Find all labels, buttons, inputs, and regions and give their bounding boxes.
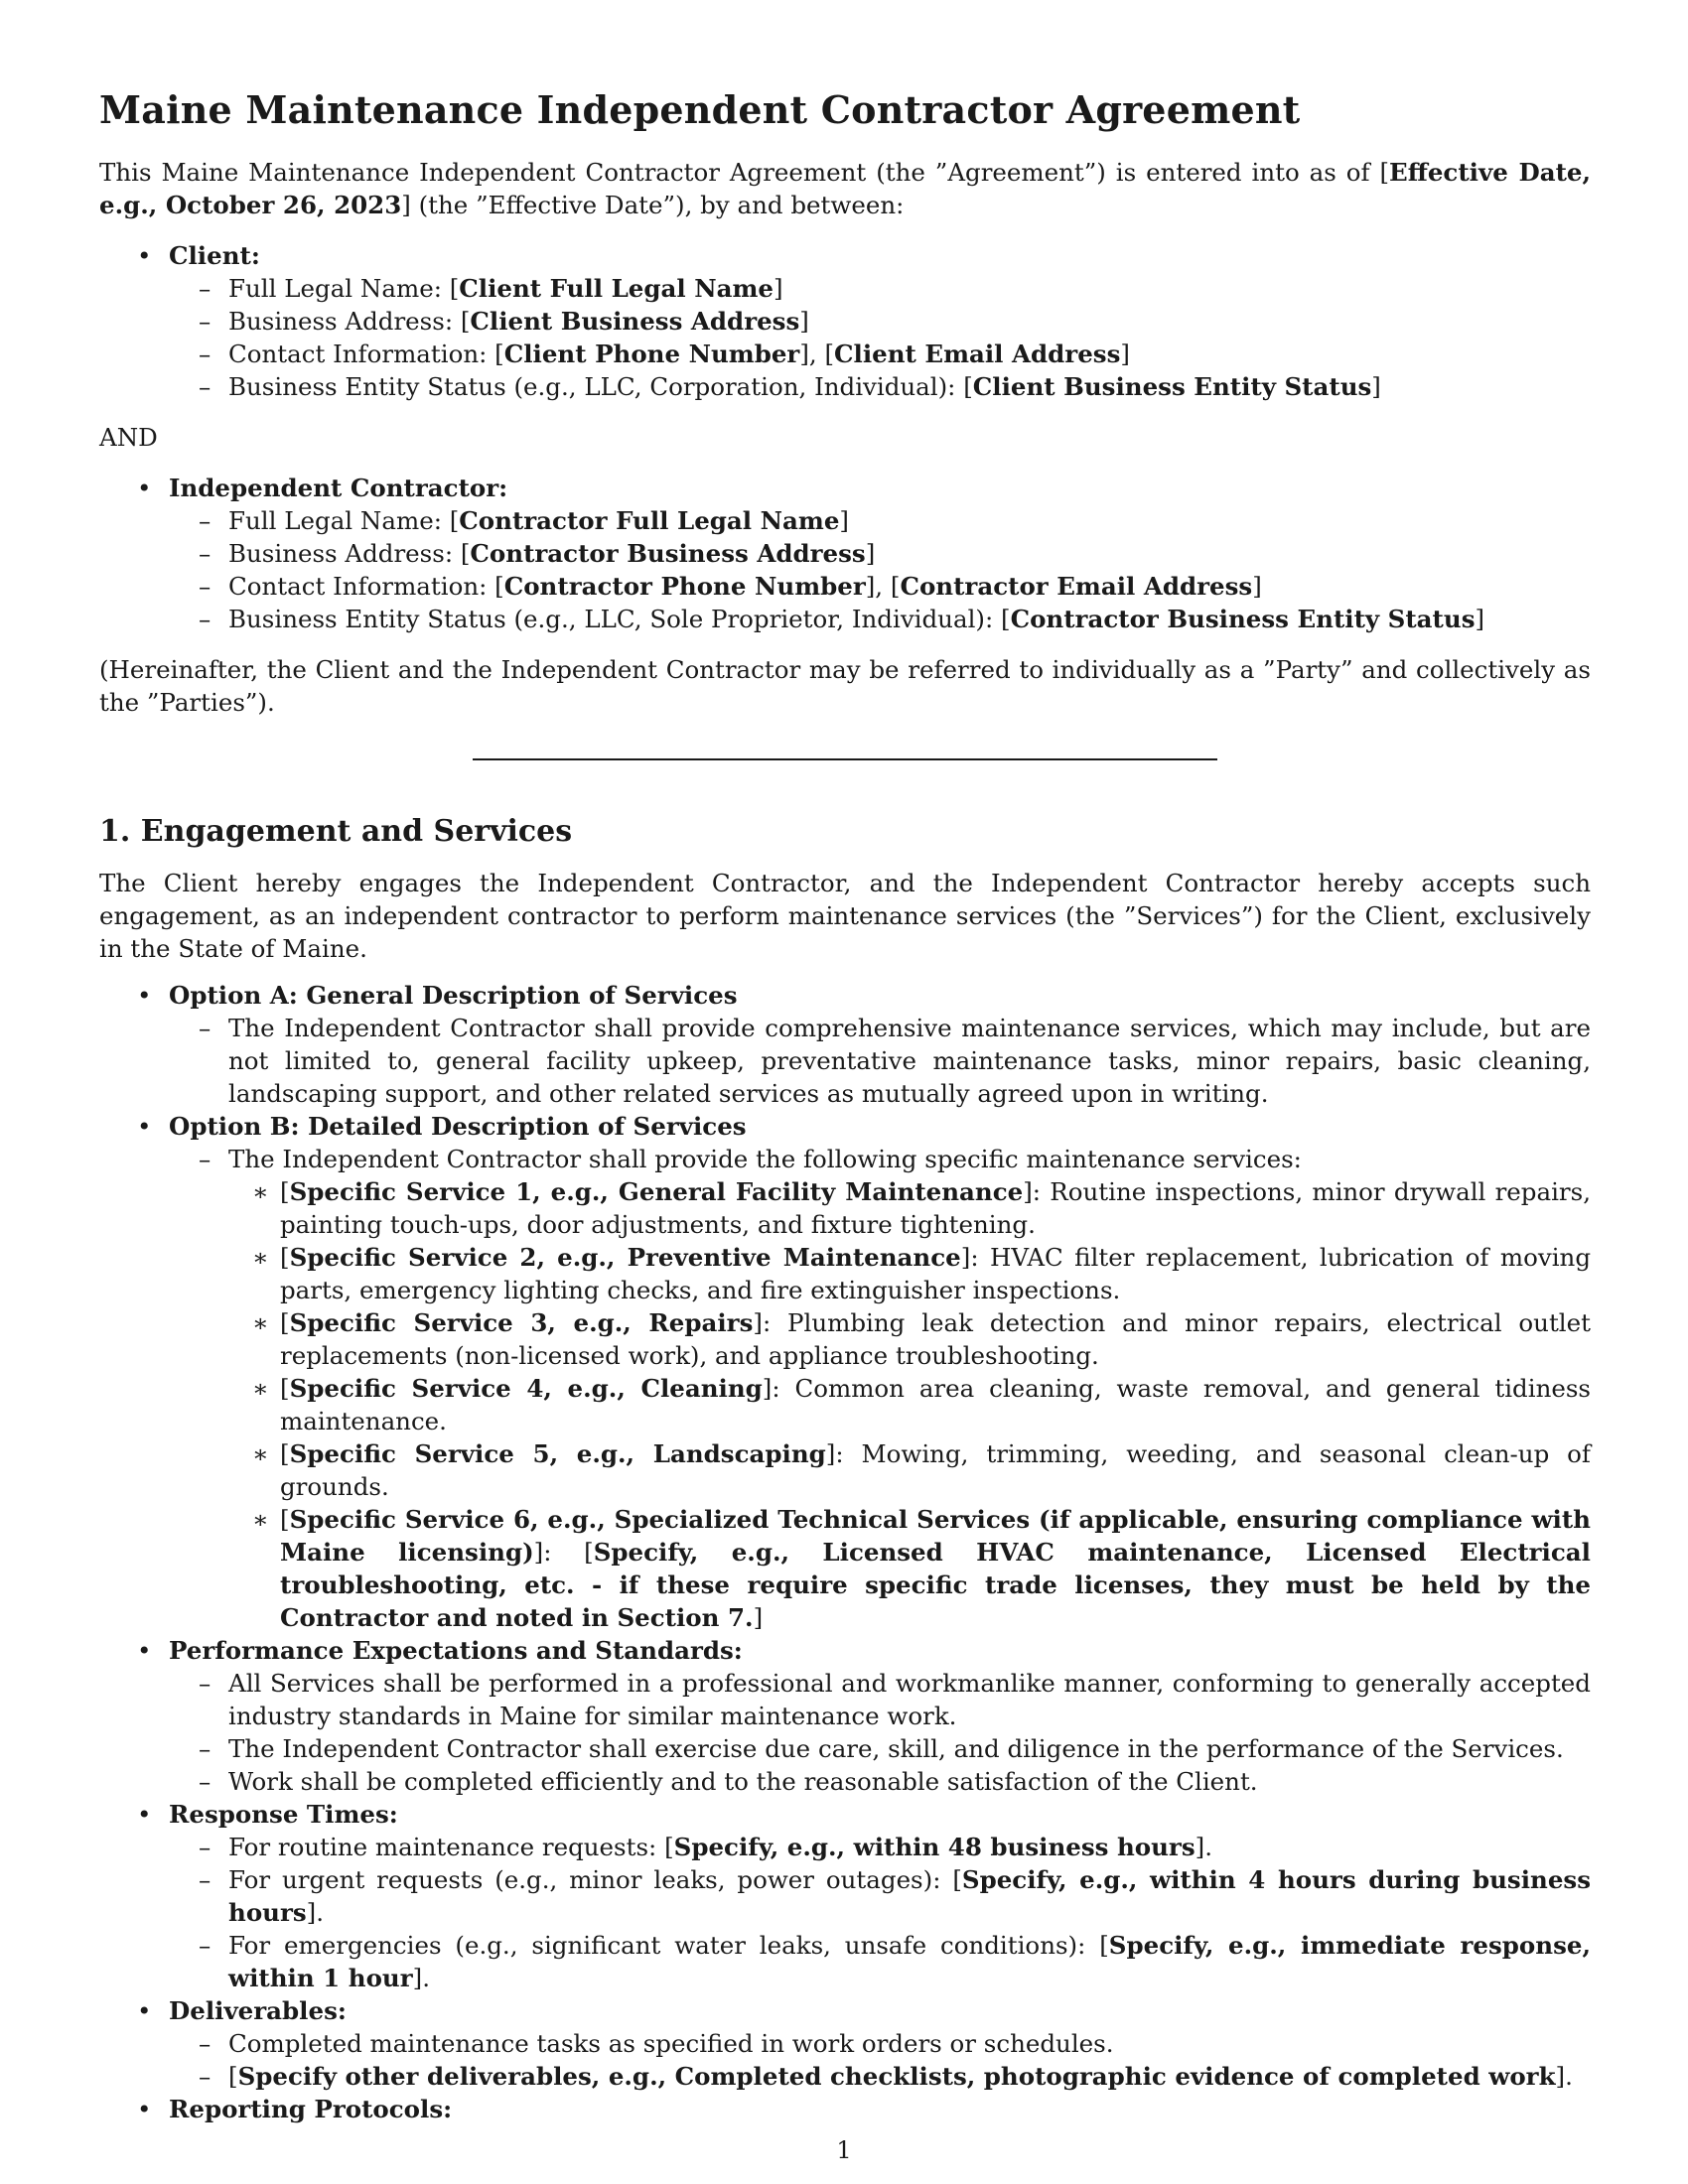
client-legal-name: – Full Legal Name: [Client Full Legal Name] bbox=[169, 272, 1591, 305]
response-emergency: – For emergencies (e.g., significant water leaks, unsafe conditions): [Specify, e.g., immediate response, within 1 hour]. bbox=[169, 1929, 1591, 1994]
reporting-protocols: • Reporting Protocols: bbox=[99, 2093, 1591, 2125]
intro-paragraph: This Maine Maintenance Independent Contractor Agreement (the ”Agreement”) is entered into as of [Effective Date, e.g., October 26, 2023] (the ”Effective Date”), by and between: bbox=[99, 158, 1591, 219]
response-urgent: – For urgent requests (e.g., minor leaks, power outages): [Specify, e.g., within 4 hours during business hours]. bbox=[169, 1863, 1591, 1929]
section-1-intro: The Client hereby engages the Independent Contractor, and the Independent Contractor hereby accepts such engagement, as an independent contractor to perform maintenance services (the ”Services”) for the Client, exclusively in the State of Maine. bbox=[99, 869, 1591, 963]
contractor-item: • Independent Contractor: – Full Legal Name: [Contractor Full Legal Name] – Business Address: [Contractor Business Address] – Contact Information: [Contractor Phone Number], [Contractor Email Address] – Business Entity Status (e.g., LLC, Sole Proprietor, Individual): [Contractor Business Entity Status] bbox=[99, 472, 1591, 635]
client-business-address: – Business Address: [Client Business Address] bbox=[169, 305, 1591, 338]
contractor-section bbox=[99, 472, 1591, 635]
contractor-contact-info: – Contact Information: [Contractor Phone Number], [Contractor Email Address] bbox=[169, 570, 1591, 603]
specific-service-6: ∗ [Specific Service 6, e.g., Specialized Technical Services (if applicable, ensuring compliance with Maine licensing)]: [Specify, e.g., Licensed HVAC maintenance, Licensed Electrical troubleshooting, etc. - if these require specific trade licenses, they must be held by the Contractor and noted in Section 7.] bbox=[228, 1503, 1591, 1634]
contractor-business-address: – Business Address: [Contractor Business Address] bbox=[169, 537, 1591, 570]
specific-service-4: ∗ [Specific Service 4, e.g., Cleaning]: Common area cleaning, waste removal, and general tidiness maintenance. bbox=[228, 1372, 1591, 1437]
section-1-list bbox=[99, 979, 1591, 2125]
performance-expectations: • Performance Expectations and Standards: – All Services shall be performed in a professional and workmanlike manner, conforming to generally accepted industry standards in Maine for similar maintenance work. – The Independent Contractor shall exercise due care, skill, and diligence in the performance of the Services. – Work shall be completed efficiently and to the reasonable satisfaction of the Client. bbox=[99, 1634, 1591, 1798]
client-section bbox=[99, 239, 1591, 403]
specific-service-1: ∗ [Specific Service 1, e.g., General Facility Maintenance]: Routine inspections, minor drywall repairs, painting touch-ups, door adjustments, and fixture tightening. bbox=[228, 1175, 1591, 1241]
client-entity-status: – Business Entity Status (e.g., LLC, Corporation, Individual): [Client Business Entity Status] bbox=[169, 370, 1591, 403]
specific-service-5: ∗ [Specific Service 5, e.g., Landscaping]: Mowing, trimming, weeding, and seasonal clean-up of grounds. bbox=[228, 1437, 1591, 1503]
client-item: • Client: – Full Legal Name: [Client Full Legal Name] – Business Address: [Client Business Address] – Contact Information: [Client Phone Number], [Client Email Address] – Business Entity Status (e.g., LLC, Corporation, Individual): [Client Business Entity Status] bbox=[99, 239, 1591, 403]
page-number: 1 bbox=[836, 2136, 852, 2164]
performance-item: – The Independent Contractor shall exercise due care, skill, and diligence in the performance of the Services. bbox=[169, 1732, 1591, 1765]
deliverables: • Deliverables: – Completed maintenance tasks as specified in work orders or schedules. – [Specify other deliverables, e.g., Completed checklists, photographic evidence of completed work]. bbox=[99, 1994, 1591, 2093]
option-b: • Option B: Detailed Description of Services – The Independent Contractor shall provide the following specific maintenance services: ∗ [Specific Service 1, e.g., General Facility Maintenance]: Routine inspections, minor drywall repairs, painting touch-ups, door adjustments, and fixture tightening. ∗ [Specific Service 2, e.g., Preventive Maintenance]: HVAC filter replacement, lubrication of moving parts, emergency lighting checks, and fire extinguisher inspections. ∗ [Specific Service 3, e.g., Repairs]: Plumbing leak detection and minor repairs, electrical outlet replacements (non-licensed work), and appliance troubleshooting. ∗ [Specific Service 4, e.g., Cleaning]: Common area cleaning, waste removal, and general tidiness maintenance. ∗ [Specific Service 5, e.g., Landscaping]: Mowing, trimming, weeding, and seasonal clean-up of grounds. ∗ [Specific Service 6, e.g., Specialized Technical Services (if applicable, ensuring compliance with Maine licensing)]: [Specify, e.g., Licensed HVAC maintenance, Licensed Electrical troubleshooting, etc. - if these require specific trade licenses, they must be held by the Contractor and noted in Section 7.] bbox=[99, 1110, 1591, 1634]
response-times: • Response Times: – For routine maintenance requests: [Specify, e.g., within 48 business hours]. – For urgent requests (e.g., minor leaks, power outages): [Specify, e.g., within 4 hours during business hours]. – For emergencies (e.g., significant water leaks, unsafe conditions): [Specify, e.g., immediate response, within 1 hour]. bbox=[99, 1798, 1591, 1994]
document-title: Maine Maintenance Independent Contractor Agreement bbox=[99, 87, 1301, 132]
section-1-heading: 1. Engagement and Services bbox=[99, 814, 573, 849]
specific-service-2: ∗ [Specific Service 2, e.g., Preventive Maintenance]: HVAC filter replacement, lubrication of moving parts, emergency lighting checks, and fire extinguisher inspections. bbox=[228, 1241, 1591, 1306]
effective-date-placeholder: Effective Date, e.g., October 26, 2023 bbox=[99, 158, 1591, 219]
client-contact-info: – Contact Information: [Client Phone Number], [Client Email Address] bbox=[169, 338, 1591, 370]
contractor-entity-status: – Business Entity Status (e.g., LLC, Sole Proprietor, Individual): [Contractor Business Entity Status] bbox=[169, 603, 1591, 635]
and-separator: AND bbox=[99, 423, 158, 452]
response-routine: – For routine maintenance requests: [Specify, e.g., within 48 business hours]. bbox=[169, 1831, 1591, 1863]
deliverable-item: – [Specify other deliverables, e.g., Completed checklists, photographic evidence of completed work]. bbox=[169, 2060, 1591, 2093]
document-page bbox=[99, 87, 1591, 2125]
option-b-lead: – The Independent Contractor shall provide the following specific maintenance services: ∗ [Specific Service 1, e.g., General Facility Maintenance]: Routine inspections, minor drywall repairs, painting touch-ups, door adjustments, and fixture tightening. ∗ [Specific Service 2, e.g., Preventive Maintenance]: HVAC filter replacement, lubrication of moving parts, emergency lighting checks, and fire extinguisher inspections. ∗ [Specific Service 3, e.g., Repairs]: Plumbing leak detection and minor repairs, electrical outlet replacements (non-licensed work), and appliance troubleshooting. ∗ [Specific Service 4, e.g., Cleaning]: Common area cleaning, waste removal, and general tidiness maintenance. ∗ [Specific Service 5, e.g., Landscaping]: Mowing, trimming, weeding, and seasonal clean-up of grounds. ∗ [Specific Service 6, e.g., Specialized Technical Services (if applicable, ensuring compliance with Maine licensing)]: [Specify, e.g., Licensed HVAC maintenance, Licensed Electrical troubleshooting, etc. - if these require specific trade licenses, they must be held by the Contractor and noted in Section 7.] bbox=[169, 1143, 1591, 1634]
specific-service-3: ∗ [Specific Service 3, e.g., Repairs]: Plumbing leak detection and minor repairs, electrical outlet replacements (non-licensed work), and appliance troubleshooting. bbox=[228, 1306, 1591, 1372]
contractor-legal-name: – Full Legal Name: [Contractor Full Legal Name] bbox=[169, 504, 1591, 537]
option-a-text: – The Independent Contractor shall provide comprehensive maintenance services, which may include, but are not limited to, general facility upkeep, preventative maintenance tasks, minor repairs, basic cleaning, landscaping support, and other related services as mutually agreed upon in writing. bbox=[169, 1012, 1591, 1110]
performance-item: – Work shall be completed efficiently and to the reasonable satisfaction of the Client. bbox=[169, 1765, 1591, 1798]
option-a: • Option A: General Description of Services – The Independent Contractor shall provide comprehensive maintenance services, which may include, but are not limited to, general facility upkeep, preventative maintenance tasks, minor repairs, basic cleaning, landscaping support, and other related services as mutually agreed upon in writing. bbox=[99, 979, 1591, 1110]
deliverable-item: – Completed maintenance tasks as specified in work orders or schedules. bbox=[169, 2027, 1591, 2060]
hereinafter-paragraph: (Hereinafter, the Client and the Independent Contractor may be referred to individually as a ”Party” and collectively as the ”Parties”). bbox=[99, 655, 1591, 717]
performance-item: – All Services shall be performed in a professional and workmanlike manner, conforming to generally accepted industry standards in Maine for similar maintenance work. bbox=[169, 1667, 1591, 1732]
